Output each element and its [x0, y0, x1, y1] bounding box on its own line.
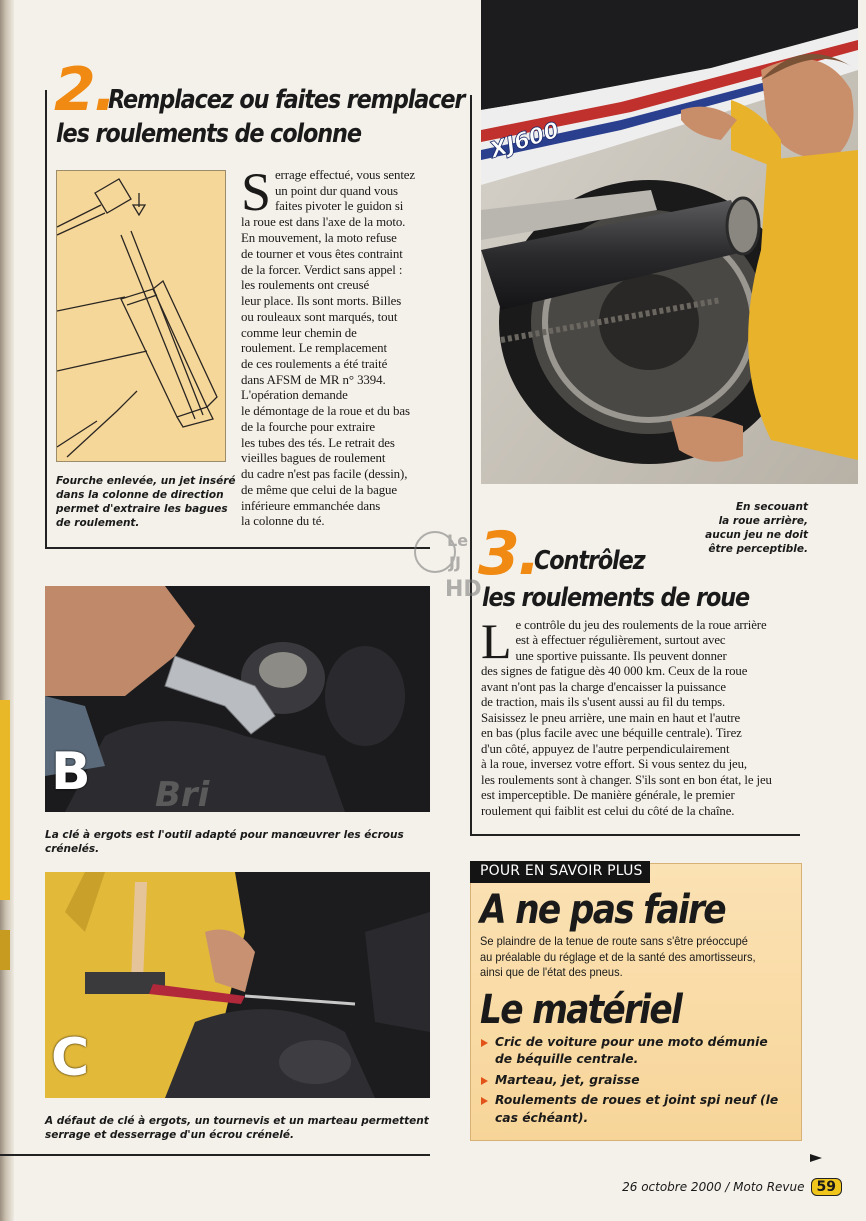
section2-heading — [54, 55, 115, 125]
body-line: dans AFSM de MR n° 3394. — [241, 372, 386, 387]
section2-number: 2. — [54, 55, 115, 125]
watermark-line3: HD — [445, 577, 482, 602]
watermark-line2: JJ — [449, 553, 461, 572]
continue-arrow-icon — [810, 1154, 822, 1162]
body-line: de la forcer. Verdict sans appel : — [241, 262, 403, 277]
section3-title-line1: Contrôlez — [534, 546, 645, 576]
wheel-caption-line: aucun jeu ne doit — [705, 529, 808, 542]
tools-list-item: Roulements de roues et joint spi neuf (le cas échéant). — [480, 1092, 780, 1127]
wheel-caption-line: En secouant — [735, 501, 808, 513]
body-line: de traction, mais ils s'usent aussi au fil du temps. — [481, 695, 726, 710]
body-line: inférieure emmanchée dans — [241, 498, 381, 513]
wheel-check-illustration — [481, 0, 858, 484]
wheel-photo-caption — [640, 500, 808, 556]
info-box-text-line: ainsi que de l'état des pneus. — [480, 965, 623, 980]
watermark-line1: Le — [447, 531, 469, 550]
photo-c-caption — [45, 1114, 430, 1142]
photo-c-caption-line: A défaut de clé à ergots, un tournevis et un marteau permettent — [45, 1115, 429, 1127]
body-line: est imperceptible. De manière générale, le premier — [481, 788, 735, 803]
page-edge — [0, 0, 14, 1221]
tools-list-item: Marteau, jet, graisse — [480, 1072, 780, 1089]
photo-b-caption — [45, 828, 430, 856]
body-line: comme leur chemin de — [241, 325, 357, 340]
fork-column-diagram — [57, 171, 227, 463]
info-box-tag: POUR EN SAVOIR PLUS — [470, 861, 650, 883]
body-line: avant n'ont pas la charge d'encaisser la puissance — [481, 679, 726, 694]
drawing-caption — [56, 474, 236, 530]
body-line: en bas (plus facile avec une béquille centrale). Tirez — [481, 726, 742, 741]
body-line: L'opération demande — [241, 388, 348, 403]
section2-left-rule — [45, 90, 47, 548]
body-line: du cadre n'est pas facile (dessin), — [241, 467, 408, 482]
column-divider-rule — [470, 95, 472, 835]
section3-heading — [478, 519, 539, 589]
body-line: e contrôle du jeu des roulements de la roue arrière — [515, 618, 767, 632]
section3-number: 3. — [478, 519, 539, 589]
photo-b-letter: B — [51, 742, 91, 802]
section3-dropcap: L — [481, 613, 512, 669]
section3-body — [481, 613, 805, 819]
body-line: ou rouleaux sont marqués, tout — [241, 309, 398, 324]
body-line: leur place. Ils sont morts. Billes — [241, 294, 402, 309]
drawing-caption-line: permet d'extraire les bagues — [56, 503, 228, 516]
body-line: vieilles bagues de roulement — [241, 451, 386, 466]
body-line: roulement. Le remplacement — [241, 341, 387, 356]
hammer-screwdriver-illustration — [45, 872, 430, 1098]
photo-c-hammer — [45, 872, 430, 1098]
section2-body — [241, 162, 427, 530]
photo-b-caption-line: La clé à ergots est l'outil adapté pour manœuvrer les écrous — [45, 829, 404, 841]
bottom-left-rule — [0, 1154, 430, 1156]
body-line: la colonne du té. — [241, 514, 325, 529]
tools-list — [480, 1034, 780, 1130]
section2-bottom-rule — [45, 547, 430, 549]
body-line: Saisissez le pneu arrière, une main en haut et l'autre — [481, 710, 741, 725]
body-line: roulement qui faiblit est celui du côté de la chaîne. — [481, 803, 735, 818]
page-footer — [622, 1178, 842, 1196]
section2-title-line1: Remplacez ou faites remplacer — [108, 85, 465, 115]
body-line: de tourner et vous êtes contraint — [241, 246, 403, 261]
drawing-caption-line: de roulement. — [56, 517, 140, 530]
tire-brand-text: Bri — [155, 775, 210, 812]
footer-date-magazine: 26 octobre 2000 / Moto Revue — [622, 1180, 805, 1194]
body-line: un point dur quand vous — [274, 183, 398, 198]
tools-list-item: Cric de voiture pour une moto démunie de béquille centrale. — [480, 1034, 780, 1069]
drawing-caption-line: dans la colonne de direction — [56, 489, 224, 502]
info-box-heading-dont: A ne pas faire — [480, 887, 725, 933]
bike-model-label: XJ600 — [487, 117, 563, 164]
section2-title-line2: les roulements de colonne — [56, 119, 361, 149]
photo-b-caption-line: crénelés. — [45, 843, 100, 856]
body-line: est à effectuer régulièrement, surtout avec — [515, 633, 726, 648]
wheel-caption-line: la roue arrière, — [718, 515, 808, 528]
body-line: le démontage de la roue et du bas — [241, 404, 410, 419]
body-line: une sportive puissante. Ils peuvent donner — [515, 648, 727, 663]
fork-column-drawing — [56, 170, 226, 462]
body-line: les roulements sont à changer. S'ils sont en bon état, le jeu — [481, 772, 772, 787]
body-line: des signes de fatigue dès 40 000 km. Ceux de la roue — [481, 664, 748, 679]
info-box-dont-text — [480, 934, 756, 981]
wheel-caption-line: être perceptible. — [708, 543, 808, 556]
body-line: les tubes des tés. Le retrait des — [241, 435, 395, 450]
body-line: de la fourche pour extraire — [241, 419, 376, 434]
body-line: faites pivoter le guidon si — [274, 199, 404, 214]
page-number: 59 — [811, 1178, 842, 1196]
info-box-text-line: Se plaindre de la tenue de route sans s'être préoccupé — [480, 934, 748, 948]
info-box-heading-tools: Le matériel — [480, 987, 682, 1033]
section2-dropcap: S — [241, 162, 271, 222]
wheel-check-photo — [481, 0, 858, 484]
info-box-text-line: au préalable du réglage et de la santé des amortisseurs, — [480, 949, 756, 964]
body-line: de ces roulements a été traité — [241, 356, 388, 371]
photo-c-caption-line: serrage et desserrage d'un écrou crénelé. — [45, 1129, 294, 1142]
body-line: à la roue, inversez votre effort. Si vous sentez du jeu, — [481, 757, 748, 772]
section3-bottom-rule — [470, 834, 800, 836]
body-line: En mouvement, la moto refuse — [241, 231, 397, 246]
body-line: les roulements ont creusé — [241, 278, 370, 293]
body-line: d'un côté, appuyez de l'autre perpendiculairement — [481, 741, 730, 756]
drawing-caption-line: Fourche enlevée, un jet inséré — [56, 475, 236, 487]
body-line: errage effectué, vous sentez — [274, 168, 416, 182]
body-line: de même que celui de la bague — [241, 482, 398, 497]
photo-c-letter: C — [51, 1028, 90, 1088]
photo-b-spanner — [45, 586, 430, 812]
section3-title-line2: les roulements de roue — [482, 583, 750, 613]
body-line: la roue est dans l'axe de la moto. — [241, 215, 406, 230]
spanner-illustration — [45, 586, 430, 812]
